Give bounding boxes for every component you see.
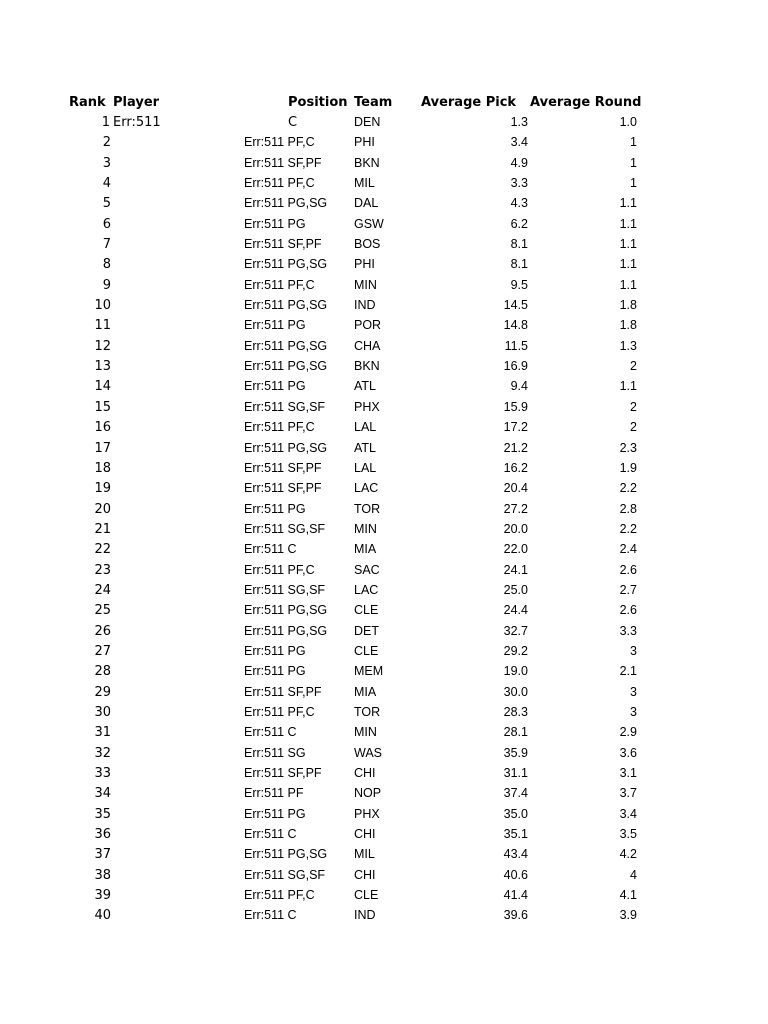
table-row [0, 255, 768, 275]
header-rank: Rank [69, 95, 106, 110]
rank-cell: 13 [94, 359, 111, 375]
rank-cell: 7 [102, 237, 111, 253]
average-round-cell: 3.6 [619, 745, 637, 760]
rank-cell: 35 [94, 806, 111, 822]
average-round-cell: 1.9 [619, 460, 637, 475]
rank-cell: 3 [102, 155, 111, 171]
average-pick-cell: 41.4 [503, 888, 528, 903]
table-row [0, 601, 768, 621]
average-pick-cell: 32.7 [503, 623, 528, 638]
average-pick-cell: 4.9 [510, 155, 528, 170]
team-cell: BOS [354, 237, 381, 252]
average-pick-cell: 1.3 [510, 115, 528, 129]
position-cell: Err:511 SF,PF [244, 481, 322, 496]
average-pick-cell: 15.9 [503, 399, 528, 414]
team-cell: PHI [354, 135, 375, 150]
team-cell: IND [354, 908, 376, 923]
average-pick-cell: 11.5 [504, 338, 528, 353]
team-cell: SAC [354, 562, 380, 577]
table-row [0, 500, 768, 520]
rank-cell: 32 [94, 745, 111, 761]
table-row [0, 764, 768, 784]
rank-cell: 29 [94, 684, 111, 700]
position-cell: Err:511 C [244, 827, 297, 842]
position-cell: Err:511 PG,SG [244, 603, 328, 618]
rank-cell: 39 [94, 888, 111, 904]
average-round-cell: 3.9 [619, 908, 637, 923]
average-round-cell: 2.8 [619, 501, 637, 516]
average-pick-cell: 3.4 [510, 135, 528, 150]
position-cell: Err:511 SF,PF [244, 237, 322, 252]
team-cell: NOP [354, 786, 382, 801]
team-cell: CLE [354, 643, 379, 658]
average-pick-cell: 14.8 [503, 318, 528, 333]
team-cell: LAL [354, 460, 377, 475]
average-pick-cell: 19.0 [503, 664, 528, 679]
position-cell: Err:511 PF,C [244, 135, 315, 150]
team-cell: TOR [354, 704, 381, 719]
team-cell: MIN [354, 521, 377, 536]
average-pick-cell: 40.6 [503, 867, 528, 882]
average-round-cell: 3.5 [619, 827, 637, 842]
rank-cell: 10 [94, 298, 111, 314]
header-team: Team [354, 95, 393, 110]
team-cell: GSW [354, 216, 384, 231]
average-pick-cell: 17.2 [503, 420, 528, 435]
average-round-cell: 1.1 [619, 237, 637, 252]
average-round-cell: 3 [630, 684, 637, 699]
average-round-cell: 3 [630, 643, 637, 658]
average-pick-cell: 9.4 [510, 379, 528, 394]
average-pick-cell: 43.4 [503, 847, 528, 862]
team-cell: IND [354, 298, 376, 313]
team-cell: TOR [354, 501, 381, 516]
average-pick-cell: 30.0 [503, 684, 528, 699]
team-cell: CHI [354, 827, 376, 842]
team-cell: PHX [354, 806, 380, 821]
position-cell: Err:511 PF,C [244, 888, 315, 903]
average-pick-cell: 9.5 [510, 277, 528, 292]
average-pick-cell: 8.1 [510, 237, 528, 252]
team-cell: MIL [354, 847, 375, 862]
average-round-cell: 2 [630, 359, 637, 374]
position-cell: Err:511 PG [244, 318, 306, 333]
rank-cell: 4 [102, 176, 111, 192]
table-row [0, 703, 768, 723]
average-round-cell: 1.1 [619, 216, 637, 231]
table-row [0, 723, 768, 743]
rank-cell: 2 [102, 135, 111, 151]
table-row [0, 581, 768, 601]
rank-cell: 1 [101, 115, 110, 130]
team-cell: DET [354, 623, 379, 638]
table-row [0, 194, 768, 214]
average-round-cell: 1.8 [619, 318, 637, 333]
player-cell: Err:511 [113, 115, 161, 130]
average-pick-cell: 39.6 [503, 908, 528, 923]
average-pick-cell: 37.4 [503, 786, 528, 801]
table-row [0, 479, 768, 499]
team-cell: LAC [354, 582, 379, 597]
rank-cell: 24 [94, 582, 111, 598]
average-pick-cell: 6.2 [510, 216, 528, 231]
position-cell: Err:511 PG [244, 643, 306, 658]
average-round-cell: 2.2 [619, 521, 637, 536]
average-pick-cell: 29.2 [503, 643, 528, 658]
average-pick-cell: 8.1 [510, 257, 528, 272]
header-average-round: Average Round [530, 95, 642, 110]
rank-cell: 20 [94, 501, 111, 517]
position-cell: Err:511 SF,PF [244, 155, 322, 170]
team-cell: MIL [354, 176, 375, 191]
position-cell: Err:511 PG [244, 216, 306, 231]
rank-cell: 16 [94, 420, 111, 436]
position-cell: Err:511 PF,C [244, 704, 315, 719]
table-row [0, 296, 768, 316]
average-round-cell: 1 [630, 155, 637, 170]
rank-cell: 34 [94, 786, 111, 802]
table-row [0, 154, 768, 174]
header-player: Player [113, 95, 160, 110]
team-cell: BKN [354, 155, 380, 170]
average-round-cell: 2 [630, 420, 637, 435]
rank-cell: 25 [94, 603, 111, 619]
position-cell: Err:511 SG,SF [244, 399, 326, 414]
rank-cell: 11 [94, 318, 111, 334]
rank-cell: 23 [94, 562, 111, 578]
team-cell: MIA [354, 542, 377, 557]
table-row [0, 642, 768, 662]
team-cell: ATL [354, 440, 376, 455]
table-row [0, 744, 768, 764]
table-row [0, 622, 768, 642]
average-round-cell: 2.4 [619, 542, 637, 557]
table-row [0, 174, 768, 194]
average-round-cell: 3.3 [619, 623, 637, 638]
position-cell: Err:511 SG,SF [244, 582, 326, 597]
position-cell: Err:511 SF,PF [244, 766, 322, 780]
average-pick-cell: 28.3 [503, 704, 528, 719]
rank-cell: 18 [94, 460, 111, 476]
position-cell: Err:511 PF,C [244, 277, 315, 292]
position-cell: Err:511 PG,SG [244, 298, 328, 313]
position-cell: Err:511 PG [244, 806, 306, 821]
table-row [0, 418, 768, 438]
team-cell: CHI [354, 867, 376, 882]
team-cell: ATL [354, 379, 376, 394]
rank-cell: 9 [102, 277, 111, 293]
average-pick-cell: 31.1 [503, 766, 528, 780]
rank-cell: 40 [94, 908, 111, 924]
average-round-cell: 3.1 [619, 766, 637, 780]
team-cell: WAS [354, 745, 383, 760]
table-row [0, 337, 768, 357]
rank-cell: 28 [94, 664, 111, 680]
position-cell: Err:511 PF,C [244, 176, 315, 191]
table-row [0, 866, 768, 886]
position-cell: Err:511 PG,SG [244, 257, 328, 272]
team-cell: MIA [354, 684, 377, 699]
table-row [0, 276, 768, 296]
average-round-cell: 4 [630, 867, 637, 882]
table-row [0, 784, 768, 804]
position-cell: C [288, 115, 298, 130]
average-round-cell: 1.1 [619, 379, 637, 394]
average-round-cell: 2.3 [619, 440, 637, 455]
table-body [0, 113, 768, 927]
average-pick-cell: 24.1 [503, 562, 528, 577]
team-cell: BKN [354, 359, 380, 374]
position-cell: Err:511 SF,PF [244, 684, 322, 699]
team-cell: MEM [354, 664, 384, 679]
average-round-cell: 1.1 [619, 277, 637, 292]
rank-cell: 19 [94, 481, 111, 497]
rank-cell: 27 [94, 643, 111, 659]
rank-cell: 30 [94, 704, 111, 720]
team-cell: LAC [354, 481, 379, 496]
team-cell: MIN [354, 725, 377, 740]
position-cell: Err:511 C [244, 908, 297, 923]
position-cell: Err:511 PG,SG [244, 623, 328, 638]
average-round-cell: 2 [630, 399, 637, 414]
average-pick-cell: 4.3 [510, 196, 528, 211]
position-cell: Err:511 PG,SG [244, 196, 328, 211]
position-cell: Err:511 SG,SF [244, 521, 326, 536]
average-pick-cell: 27.2 [503, 501, 528, 516]
table-row [0, 561, 768, 581]
average-round-cell: 1.8 [619, 298, 637, 313]
average-pick-cell: 25.0 [503, 582, 528, 597]
average-pick-cell: 35.9 [503, 745, 528, 760]
position-cell: Err:511 PF,C [244, 420, 315, 435]
average-pick-cell: 35.1 [503, 827, 528, 842]
table-row [0, 133, 768, 153]
position-cell: Err:511 SG,SF [244, 867, 326, 882]
table-row [0, 377, 768, 397]
table-header [0, 93, 768, 113]
average-round-cell: 3.4 [619, 806, 637, 821]
position-cell: Err:511 PF [244, 786, 304, 801]
team-cell: PHI [354, 257, 375, 272]
average-pick-cell: 16.9 [503, 359, 528, 374]
average-round-cell: 2.9 [619, 725, 637, 740]
rank-cell: 8 [102, 257, 111, 273]
average-round-cell: 1.3 [619, 338, 637, 353]
average-pick-cell: 21.2 [503, 440, 528, 455]
team-cell: DEN [354, 115, 381, 129]
header-average-pick: Average Pick [421, 95, 517, 110]
table-row [0, 906, 768, 926]
position-cell: Err:511 SG [244, 745, 306, 760]
position-cell: Err:511 PG [244, 379, 306, 394]
average-pick-cell: 3.3 [510, 176, 528, 191]
average-round-cell: 3 [630, 704, 637, 719]
position-cell: Err:511 SF,PF [244, 460, 322, 475]
table-row [0, 683, 768, 703]
rank-cell: 31 [94, 725, 111, 741]
average-round-cell: 1.1 [619, 257, 637, 272]
position-cell: Err:511 PG,SG [244, 847, 328, 862]
table-row [0, 215, 768, 235]
average-pick-cell: 16.2 [503, 460, 528, 475]
table-row [0, 520, 768, 540]
team-cell: CHA [354, 338, 381, 353]
average-pick-cell: 35.0 [503, 806, 528, 821]
average-round-cell: 4.1 [619, 888, 637, 903]
table-row [0, 439, 768, 459]
table-row [0, 235, 768, 255]
average-round-cell: 1.0 [619, 115, 637, 129]
team-cell: CLE [354, 603, 379, 618]
average-pick-cell: 22.0 [503, 542, 528, 557]
team-cell: POR [354, 318, 382, 333]
team-cell: MIN [354, 277, 377, 292]
position-cell: Err:511 PF,C [244, 562, 315, 577]
average-round-cell: 1.1 [619, 196, 637, 211]
average-round-cell: 2.2 [619, 481, 637, 496]
average-round-cell: 1 [630, 135, 637, 150]
rank-cell: 12 [94, 338, 111, 354]
average-round-cell: 2.6 [619, 562, 637, 577]
table-row [0, 825, 768, 845]
average-pick-cell: 14.5 [503, 298, 528, 313]
position-cell: Err:511 C [244, 725, 297, 740]
position-cell: Err:511 C [244, 542, 297, 557]
rank-cell: 37 [94, 847, 111, 863]
position-cell: Err:511 PG [244, 664, 306, 679]
rank-cell: 17 [94, 440, 111, 456]
rank-cell: 22 [94, 542, 111, 558]
team-cell: CLE [354, 888, 379, 903]
table-row [0, 845, 768, 865]
rank-cell: 5 [102, 196, 111, 212]
team-cell: CHI [354, 766, 376, 780]
average-round-cell: 3.7 [619, 786, 637, 801]
table-row [0, 113, 768, 133]
team-cell: PHX [354, 399, 380, 414]
position-cell: Err:511 PG,SG [244, 359, 328, 374]
table-row [0, 540, 768, 560]
table-row [0, 316, 768, 336]
rank-cell: 38 [94, 867, 111, 883]
average-pick-cell: 24.4 [503, 603, 528, 618]
average-pick-cell: 20.0 [503, 521, 528, 536]
team-cell: LAL [354, 420, 377, 435]
rank-cell: 21 [94, 521, 111, 537]
table-row [0, 398, 768, 418]
rank-cell: 6 [102, 216, 111, 232]
position-cell: Err:511 PG [244, 501, 306, 516]
table-row [0, 459, 768, 479]
team-cell: DAL [354, 196, 379, 211]
rank-cell: 26 [94, 623, 111, 639]
average-round-cell: 2.6 [619, 603, 637, 618]
header-position: Position [288, 95, 348, 110]
position-cell: Err:511 PG,SG [244, 338, 328, 353]
average-round-cell: 2.7 [619, 582, 637, 597]
average-round-cell: 2.1 [619, 664, 637, 679]
rank-cell: 33 [94, 766, 111, 781]
table-row [0, 357, 768, 377]
rank-cell: 14 [94, 379, 111, 395]
rank-cell: 15 [94, 399, 111, 415]
average-pick-cell: 28.1 [503, 725, 528, 740]
average-round-cell: 4.2 [619, 847, 637, 862]
table-row [0, 886, 768, 906]
average-round-cell: 1 [630, 176, 637, 191]
table-row [0, 662, 768, 682]
rank-cell: 36 [94, 827, 111, 843]
average-pick-cell: 20.4 [503, 481, 528, 496]
position-cell: Err:511 PG,SG [244, 440, 328, 455]
table-row [0, 805, 768, 825]
